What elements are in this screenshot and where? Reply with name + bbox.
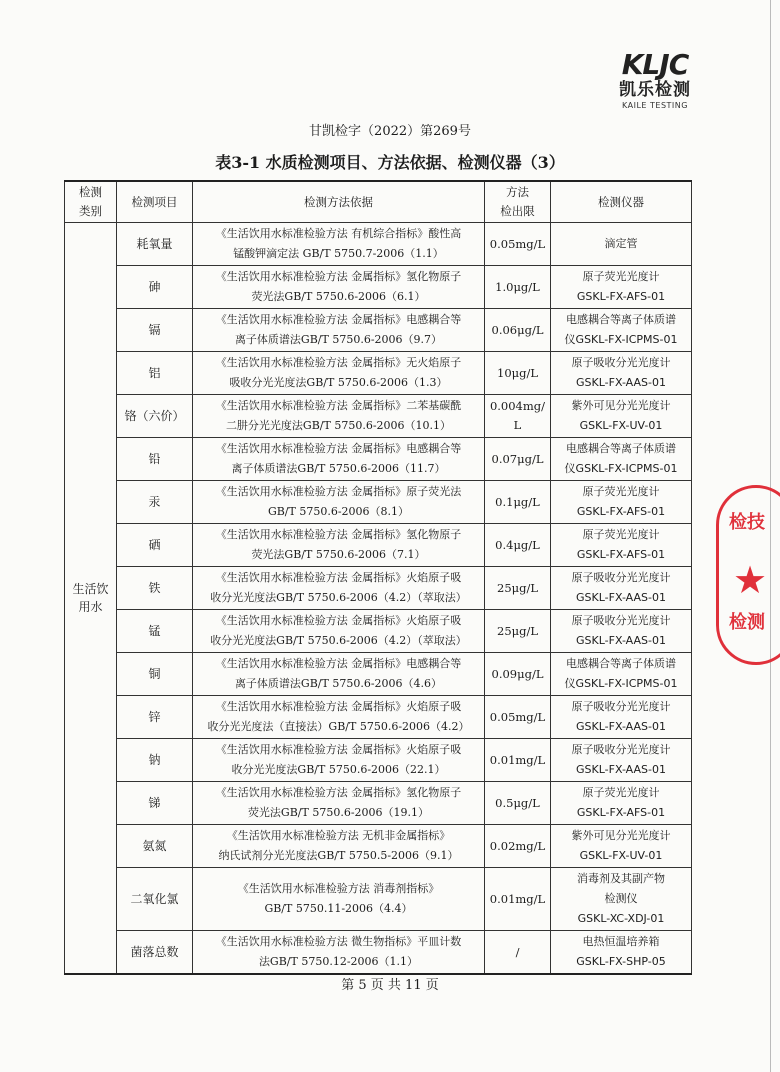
item-cell: 锰 xyxy=(117,610,193,653)
item-cell: 氨氮 xyxy=(117,825,193,868)
method-cell: 《生活饮用水标准检验方法 无机非金属指标》 纳氏试剂分光光度法GB/T 5750.5-2006（9.1） xyxy=(193,825,485,868)
limit-cell: 0.004mg/ L xyxy=(485,395,551,438)
limit-cell: 0.01mg/L xyxy=(485,739,551,782)
company-logo xyxy=(606,50,704,122)
instrument-cell: 原子吸收分光光度计 GSKL-FX-AAS-01 xyxy=(551,352,692,395)
logo-name-en: KAILE TESTING xyxy=(622,101,688,110)
limit-cell: 0.1μg/L xyxy=(485,481,551,524)
limit-cell: 1.0μg/L xyxy=(485,266,551,309)
logo-mark: KLJC xyxy=(621,48,689,81)
instrument-cell: 电感耦合等离子体质谱 仪GSKL-FX-ICPMS-01 xyxy=(551,653,692,696)
table-row xyxy=(65,438,692,481)
instrument-cell: 原子吸收分光光度计 GSKL-FX-AAS-01 xyxy=(551,696,692,739)
instrument-cell: 原子吸收分光光度计 GSKL-FX-AAS-01 xyxy=(551,610,692,653)
method-cell: 《生活饮用水标准检验方法 消毒剂指标》 GB/T 5750.11-2006（4.4） xyxy=(193,868,485,931)
method-cell: 《生活饮用水标准检验方法 金属指标》电感耦合等 离子体质谱法GB/T 5750.6-2006（9.7） xyxy=(193,309,485,352)
limit-cell: 0.06μg/L xyxy=(485,309,551,352)
instrument-cell: 电热恒温培养箱 GSKL-FX-SHP-05 xyxy=(551,931,692,975)
method-cell: 《生活饮用水标准检验方法 金属指标》氢化物原子 荧光法GB/T 5750.6-2006（6.1） xyxy=(193,266,485,309)
table-row xyxy=(65,524,692,567)
method-cell: 《生活饮用水标准检验方法 金属指标》火焰原子吸 收分光光度法（直接法）GB/T 5750.6-2006（4.2） xyxy=(193,696,485,739)
instrument-cell: 原子荧光光度计 GSKL-FX-AFS-01 xyxy=(551,266,692,309)
table-row xyxy=(65,266,692,309)
limit-cell: 25μg/L xyxy=(485,567,551,610)
logo-name-cn: 凯乐检测 xyxy=(619,80,691,100)
stamp-top-text: 检技 xyxy=(729,512,765,533)
table-row xyxy=(65,567,692,610)
item-cell: 砷 xyxy=(117,266,193,309)
table-row xyxy=(65,395,692,438)
item-cell: 钠 xyxy=(117,739,193,782)
table-row xyxy=(65,931,692,975)
table-row xyxy=(65,481,692,524)
stamp-bottom-text: 检测 xyxy=(729,612,765,633)
method-cell: 《生活饮用水标准检验方法 金属指标》原子荧光法 GB/T 5750.6-2006（8.1） xyxy=(193,481,485,524)
instrument-cell: 滴定管 xyxy=(551,223,692,266)
header-instrument: 检测仪器 xyxy=(551,181,692,223)
limit-cell: 0.4μg/L xyxy=(485,524,551,567)
method-cell: 《生活饮用水标准检验方法 金属指标》电感耦合等 离子体质谱法GB/T 5750.6-2006（11.7） xyxy=(193,438,485,481)
item-cell: 二氧化氯 xyxy=(117,868,193,931)
limit-cell: 0.05mg/L xyxy=(485,223,551,266)
instrument-cell: 电感耦合等离子体质谱 仪GSKL-FX-ICPMS-01 xyxy=(551,438,692,481)
limit-cell: / xyxy=(485,931,551,975)
limit-cell: 0.05mg/L xyxy=(485,696,551,739)
item-cell: 菌落总数 xyxy=(117,931,193,975)
table-row xyxy=(65,739,692,782)
table-row xyxy=(65,653,692,696)
table-row xyxy=(65,610,692,653)
item-cell: 锑 xyxy=(117,782,193,825)
table-row xyxy=(65,868,692,931)
limit-cell: 10μg/L xyxy=(485,352,551,395)
limit-cell: 0.01mg/L xyxy=(485,868,551,931)
header-method: 检测方法依据 xyxy=(193,181,485,223)
table-row xyxy=(65,825,692,868)
method-cell: 《生活饮用水标准检验方法 金属指标》氢化物原子 荧光法GB/T 5750.6-2006（7.1） xyxy=(193,524,485,567)
instrument-cell: 电感耦合等离子体质谱 仪GSKL-FX-ICPMS-01 xyxy=(551,309,692,352)
item-cell: 锌 xyxy=(117,696,193,739)
table-row xyxy=(65,223,692,266)
header-category: 检测 类别 xyxy=(65,181,117,223)
limit-cell: 0.02mg/L xyxy=(485,825,551,868)
page-footer: 第 5 页 共 11 页 xyxy=(341,978,439,993)
table-row xyxy=(65,782,692,825)
item-cell: 铬（六价） xyxy=(117,395,193,438)
stamp-star-icon: ★ xyxy=(733,558,768,602)
limit-cell: 0.09μg/L xyxy=(485,653,551,696)
table-header-row xyxy=(65,181,692,223)
category-cell: 生活饮 用水 xyxy=(65,223,117,975)
instrument-cell: 紫外可见分光光度计 GSKL-FX-UV-01 xyxy=(551,825,692,868)
instrument-cell: 消毒剂及其副产物 检测仪 GSKL-XC-XDJ-01 xyxy=(551,868,692,931)
table-title: 表3-1 水质检测项目、方法依据、检测仪器（3） xyxy=(215,153,565,172)
red-seal-stamp xyxy=(716,485,780,665)
header-limit: 方法 检出限 xyxy=(485,181,551,223)
table-row xyxy=(65,696,692,739)
instrument-cell: 原子吸收分光光度计 GSKL-FX-AAS-01 xyxy=(551,739,692,782)
document-number: 甘凯检字（2022）第269号 xyxy=(309,124,471,139)
detection-table xyxy=(64,180,692,975)
limit-cell: 25μg/L xyxy=(485,610,551,653)
instrument-cell: 原子荧光光度计 GSKL-FX-AFS-01 xyxy=(551,481,692,524)
item-cell: 铝 xyxy=(117,352,193,395)
method-cell: 《生活饮用水标准检验方法 金属指标》二苯基碳酰 二肼分光光度法GB/T 5750.6-2006（10.1） xyxy=(193,395,485,438)
item-cell: 镉 xyxy=(117,309,193,352)
limit-cell: 0.07μg/L xyxy=(485,438,551,481)
method-cell: 《生活饮用水标准检验方法 金属指标》氢化物原子 荧光法GB/T 5750.6-2006（19.1） xyxy=(193,782,485,825)
method-cell: 《生活饮用水标准检验方法 有机综合指标》酸性高 锰酸钾滴定法 GB/T 5750.7-2006（1.1） xyxy=(193,223,485,266)
header-item: 检测项目 xyxy=(117,181,193,223)
instrument-cell: 原子荧光光度计 GSKL-FX-AFS-01 xyxy=(551,782,692,825)
item-cell: 铜 xyxy=(117,653,193,696)
method-cell: 《生活饮用水标准检验方法 金属指标》火焰原子吸 收分光光度法GB/T 5750.6-2006（4.2）（萃取法） xyxy=(193,567,485,610)
limit-cell: 0.5μg/L xyxy=(485,782,551,825)
method-cell: 《生活饮用水标准检验方法 微生物指标》平皿计数 法GB/T 5750.12-2006（1.1） xyxy=(193,931,485,975)
method-cell: 《生活饮用水标准检验方法 金属指标》火焰原子吸 收分光光度法GB/T 5750.6-2006（4.2）（萃取法） xyxy=(193,610,485,653)
item-cell: 铅 xyxy=(117,438,193,481)
instrument-cell: 紫外可见分光光度计 GSKL-FX-UV-01 xyxy=(551,395,692,438)
table-row xyxy=(65,309,692,352)
table-row xyxy=(65,352,692,395)
instrument-cell: 原子吸收分光光度计 GSKL-FX-AAS-01 xyxy=(551,567,692,610)
item-cell: 硒 xyxy=(117,524,193,567)
method-cell: 《生活饮用水标准检验方法 金属指标》无火焰原子 吸收分光光度法GB/T 5750.6-2006（1.3） xyxy=(193,352,485,395)
item-cell: 汞 xyxy=(117,481,193,524)
item-cell: 耗氧量 xyxy=(117,223,193,266)
instrument-cell: 原子荧光光度计 GSKL-FX-AFS-01 xyxy=(551,524,692,567)
method-cell: 《生活饮用水标准检验方法 金属指标》火焰原子吸 收分光光度法GB/T 5750.6-2006（22.1） xyxy=(193,739,485,782)
method-cell: 《生活饮用水标准检验方法 金属指标》电感耦合等 离子体质谱法GB/T 5750.6-2006（4.6） xyxy=(193,653,485,696)
item-cell: 铁 xyxy=(117,567,193,610)
